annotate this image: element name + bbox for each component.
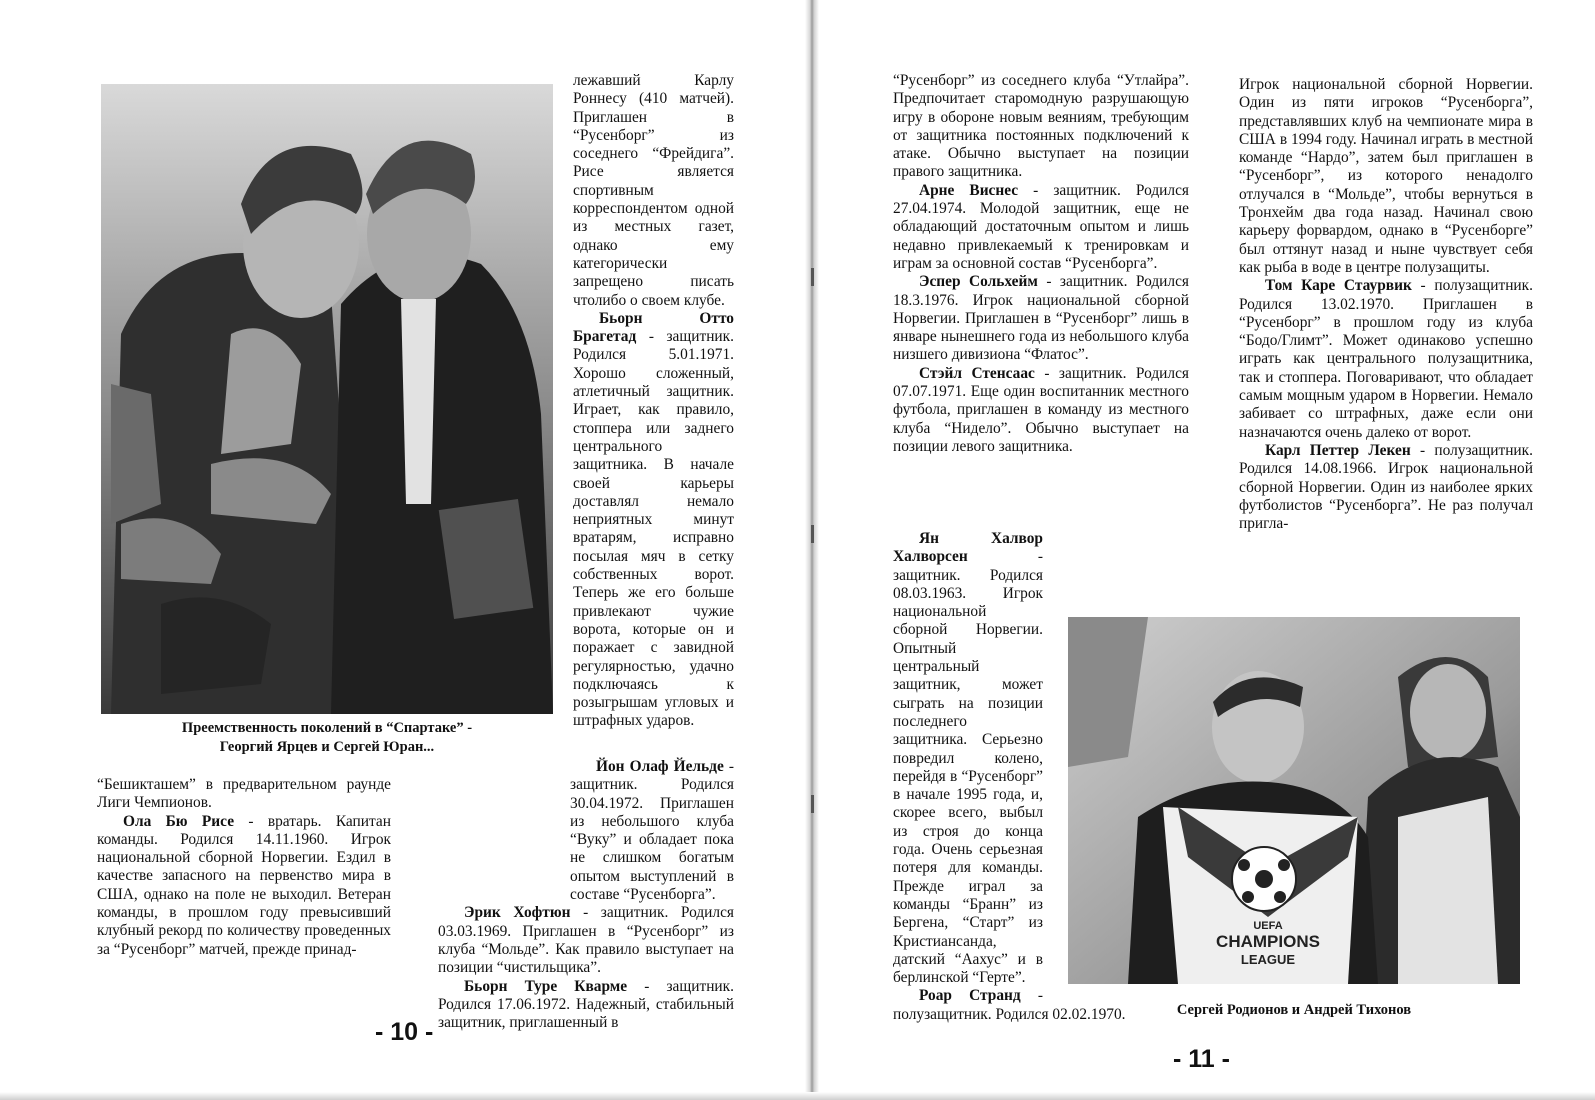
- paragraph-text: - защитник. Родился 03.03.1969. Приглашен в “Русенборг” из клуба “Мольде”. Как правило выступает на позиции “чистильщика”.: [438, 904, 734, 977]
- paragraph-text: - защитник. Родился 08.03.1963. Игрок национальной сборной Норвегии. Опытный центральный защитник, может сыграть на позиции последнего защитника. Серьезно повредил колено, перейдя в “Русенборг” в начале 1995 года, и, скорее всего, выбыл из строя до конца года. Очень серьезная потеря для команды. Прежде играл за команды “Бранн” из Бергена, “Старт” из Кристиансанда, датский “Аахус” и в берлинской “Герте”.: [893, 548, 1043, 987]
- staple-middle: [811, 525, 814, 543]
- paragraph-text: “Русенборг” из соседнего клуба “Утлайра”. Предпочитает старомодную разрушающую игру в обороне новым веяниям, требующим от защитника постоянных подключений к атаке. Обычно выступает на позиции правого защитника.: [893, 72, 1189, 181]
- player-name: Эрик Хофтюн: [464, 904, 571, 922]
- paragraph: [438, 978, 734, 1033]
- paragraph-text: - защитник. Родился 18.3.1976. Игрок национальной сборной Норвегии. Приглашен в “Русенборг” лишь в январе нынешнего года из небольшого клуба низшего дивизиона “Флатос”.: [893, 273, 1190, 364]
- right-page-left-column: [893, 72, 1189, 456]
- paragraph-text: - вратарь. Капитан команды. Родился 14.11.1960. Игрок национальной сборной Норвегии. Ездил в качестве запасного на первенство мира в США, однако на поле не выходил. Ветеран команды, в прошлом году превысивший клубный рекорд по количеству проведенных за “Русенборг” матчей, прежде принад-: [97, 812, 391, 958]
- page-number-right: - 11 -: [1173, 1045, 1230, 1073]
- paragraph: [97, 813, 391, 959]
- caption-line-1: Преемственность поколений в “Спартаке” -: [181, 720, 473, 736]
- page-number-left: - 10 -: [375, 1018, 434, 1046]
- staple-bottom: [811, 795, 814, 813]
- paragraph-text: - полузащитник. Родился 02.02.1970.: [893, 987, 1126, 1023]
- player-name: Карл Петтер Лекен: [1265, 441, 1411, 459]
- player-name: Арне Виснес: [919, 181, 1019, 199]
- photo-spartak-image: [101, 84, 553, 714]
- paragraph-text: - защитник. Родился 30.04.1972. Приглашен из небольшого клуба “Вуку” и обладает пока не слишком богатым опытом выступлений в составе “Русенборга”.: [570, 758, 734, 904]
- paragraph-text: - защитник. Родился 07.07.1971. Еще один воспитанник местного футбола, приглашен в команду из местного клуба “Нидело”. Обычно выступает на позиции левого защитника.: [893, 364, 1189, 455]
- paragraph-text: лежавший Карлу Роннесу (410 матчей). Приглашен в “Русенборг” из соседнего “Фрейдига”. Рисе является спортивным корреспондентом одной из местных газет, однако ему категорически запрещено писать чтолибо о своем клубе.: [573, 72, 734, 309]
- left-page-bottom-right-column: [438, 758, 734, 1032]
- player-name: Бьорн Туре Кварме: [464, 977, 628, 995]
- player-name: Бьорн Отто Брагетад: [573, 309, 734, 346]
- player-name: Йон Олаф Йельде: [596, 758, 724, 775]
- player-name: Ян Халвор Халворсен: [893, 530, 1043, 566]
- paragraph-text: - полузащитник. Родился 13.02.1970. Приглашен в “Русенборг” в прошлом году из клуба “Бодо/Глимт”. Может одинаково успешно играть как центрального полузащитника, так и стоппера. Поговаривают, что обладает самым мощным ударом в Норвегии. Немало забивает со штрафных, даже если они назначаются очень далеко от ворот.: [1239, 277, 1533, 441]
- paragraph-text: Игрок национальной сборной Норвегии. Один из пяти игроков “Русенборга”, представлявших клуб на чемпионате мира в США в 1994 году. Начинал играть в местной команде “Нардо”, затем был приглашен в “Русенборг”, из которого ненадолго отлучался в “Мольде”, чтобы вернуться в Тронхейм два года назад. Начинал свою карьеру форвардом, однако в “Русенборге” был оттянут назад и ныне чувствует себя как рыба в воде в центре полузащиты.: [1239, 76, 1533, 276]
- logo-text-league: LEAGUE: [1240, 952, 1296, 967]
- logo-text-champions: CHAMPIONS: [1216, 932, 1320, 951]
- paragraph-text: “Бешикташем” в предварительном раунде Лиги Чемпионов.: [97, 776, 391, 812]
- paragraph: [438, 758, 734, 904]
- photo-spartak-coaches: [101, 84, 553, 714]
- paragraph: [573, 310, 734, 731]
- page-bottom-shadow: [0, 1092, 1595, 1100]
- paragraph: [893, 273, 1189, 364]
- player-name: Роар Странд: [919, 987, 1021, 1005]
- player-name: Том Каре Стаурвик: [1265, 277, 1412, 295]
- paragraph: [893, 365, 1189, 456]
- paragraph: [1239, 277, 1533, 442]
- paragraph: [1239, 442, 1533, 533]
- staple-top: [811, 268, 814, 286]
- book-fold: [805, 0, 819, 1100]
- paragraph: [573, 72, 734, 310]
- left-page-right-column: [573, 72, 734, 731]
- player-name: Стэйл Стенсаас: [919, 364, 1035, 382]
- paragraph: [97, 776, 391, 813]
- paragraph-text: - защитник. Родился 5.01.1971. Хорошо сложенный, атлетичный защитник. Играет, как правило, стоппера или заднего центрального защитника. В начале своей карьеры доставлял немало неприятных минут вратарям, исправно посылая мяч в сетку собственных ворот. Теперь же его больше привлекают чужие ворота, которые он и поражает с завидной регулярностью, удачно подключаясь к розыгрышам угловых и штрафных ударов.: [573, 328, 734, 730]
- right-page-right-column: [1239, 76, 1533, 533]
- player-name: Эспер Сольхейм: [919, 273, 1038, 291]
- paragraph-text: - защитник. Родился 17.06.1972. Надежный, стабильный защитник, приглашенный в: [438, 977, 734, 1032]
- paragraph: [1239, 76, 1533, 277]
- paragraph: [893, 72, 1189, 182]
- paragraph-text: - полузащитник. Родился 14.08.1966. Игрок национальной сборной Норвегии. Один из наиболее ярких футболистов “Русенборга”. Не раз получал пригла-: [1239, 441, 1533, 533]
- caption-line-2: Георгий Ярцев и Сергей Юран...: [219, 739, 435, 755]
- player-name: Ола Бю Рисе: [123, 812, 235, 830]
- paragraph: [438, 904, 734, 977]
- photo-caption-right: Сергей Родионов и Андрей Тихонов: [1176, 1002, 1412, 1018]
- paragraph-text: - защитник. Родился 27.04.1974. Молодой защитник, еще не обладающий достаточным опытом и лишь недавно привлекаемый к тренировкам и играм за основной состав “Русенборга”.: [893, 181, 1189, 272]
- photo-rodionov-tikhonov: [1068, 617, 1520, 984]
- photo-rodionov-image: [1068, 617, 1520, 984]
- paragraph: [893, 182, 1189, 273]
- left-page-bottom-left-column: [97, 776, 391, 959]
- logo-text-uefa: UEFA: [1253, 920, 1283, 932]
- photo-caption-left: [101, 719, 553, 757]
